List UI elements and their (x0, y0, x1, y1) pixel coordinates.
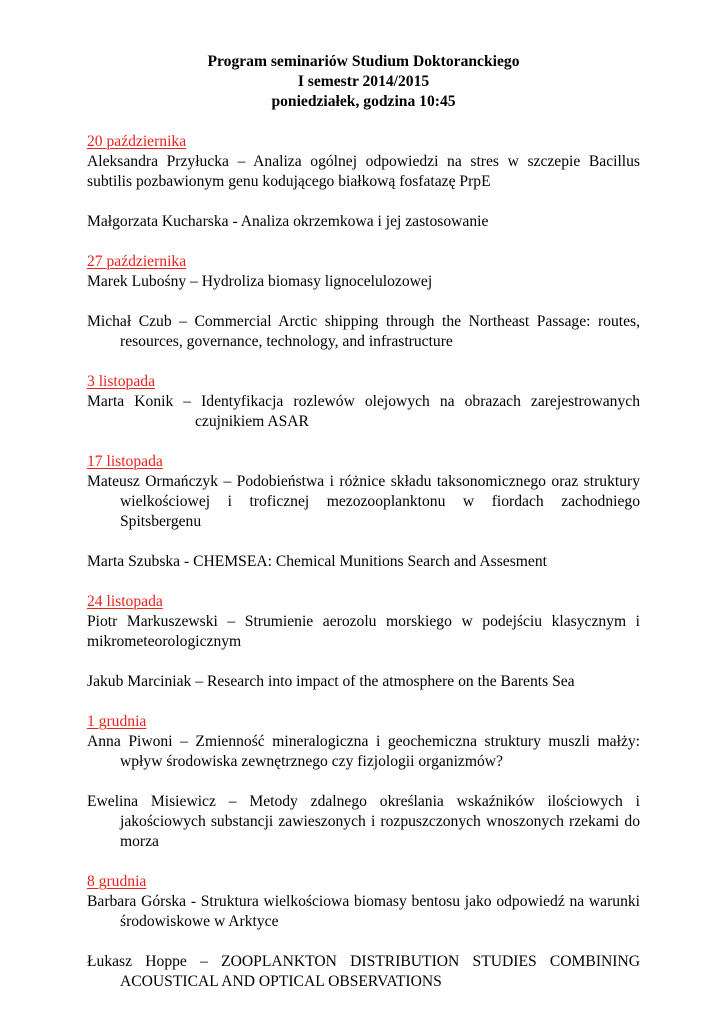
spacer (87, 572, 640, 592)
talk-entry: Anna Piwoni – Zmienność mineralogiczna i geochemiczna struktury muszli małży: wpływ środowiska zewnętrznego czy fizjologii organizmów? (87, 733, 640, 770)
spacer (87, 232, 640, 252)
session-date: 17 listopada (87, 453, 163, 470)
document-header (87, 52, 640, 112)
header-semester: I semestr 2014/2015 (297, 73, 430, 90)
document-page (87, 52, 640, 992)
session-date: 3 listopada (87, 373, 155, 390)
spacer (87, 352, 640, 372)
header-title: Program seminariów Studium Doktoranckiego (207, 53, 520, 70)
spacer (87, 652, 640, 672)
talk-entry: Ewelina Misiewicz – Metody zdalnego określania wskaźników ilościowych i jakościowych substancji zawieszonych i rozpuszczonych wnoszonych rzekami do morza (87, 793, 640, 850)
talk-entry: Barbara Górska - Struktura wielkościowa biomasy bentosu jako odpowiedź na warunki środowiskowe w Arktyce (87, 893, 640, 930)
session-date: 27 października (87, 253, 187, 270)
spacer (87, 772, 640, 792)
talk-entry: Marta Konik – Identyfikacja rozlewów olejowych na obrazach zarejestrowanych czujnikiem ASAR (87, 393, 640, 430)
talk-entry: Małgorzata Kucharska - Analiza okrzemkowa i jej zastosowanie (87, 213, 489, 230)
spacer (87, 432, 640, 452)
talk-entry: Mateusz Ormańczyk – Podobieństwa i różnice składu taksonomicznego oraz struktury wielkościowej i troficznej mezozooplanktonu w fiordach zachodniego Spitsbergenu (87, 473, 640, 530)
spacer (87, 692, 640, 712)
talk-entry: Michał Czub – Commercial Arctic shipping through the Northeast Passage: routes, resources, governance, technology, and infrastructure (87, 313, 640, 350)
session-date: 1 grudnia (87, 713, 147, 730)
spacer (87, 932, 640, 952)
spacer (87, 532, 640, 552)
session-date: 8 grudnia (87, 873, 147, 890)
session-date: 24 listopada (87, 593, 163, 610)
talk-entry: Piotr Markuszewski – Strumienie aerozolu morskiego w podejściu klasycznym i mikrometeorologicznym (87, 613, 640, 650)
spacer (87, 852, 640, 872)
talk-entry: Marta Szubska - CHEMSEA: Chemical Munitions Search and Assesment (87, 553, 547, 570)
talk-entry: Łukasz Hoppe – ZOOPLANKTON DISTRIBUTION STUDIES COMBINING ACOUSTICAL AND OPTICAL OBSERVATIONS (87, 953, 640, 990)
header-schedule: poniedziałek, godzina 10:45 (271, 93, 456, 110)
session-date: 20 października (87, 133, 187, 150)
talk-entry: Marek Lubośny – Hydroliza biomasy lignocelulozowej (87, 273, 433, 290)
spacer (87, 192, 640, 212)
talk-entry: Aleksandra Przyłucka – Analiza ogólnej odpowiedzi na stres w szczepie Bacillus subtilis pozbawionym genu kodującego białkową fosfatazę PrpE (87, 153, 640, 190)
talk-entry: Jakub Marciniak – Research into impact of the atmosphere on the Barents Sea (87, 673, 575, 690)
spacer (87, 292, 640, 312)
